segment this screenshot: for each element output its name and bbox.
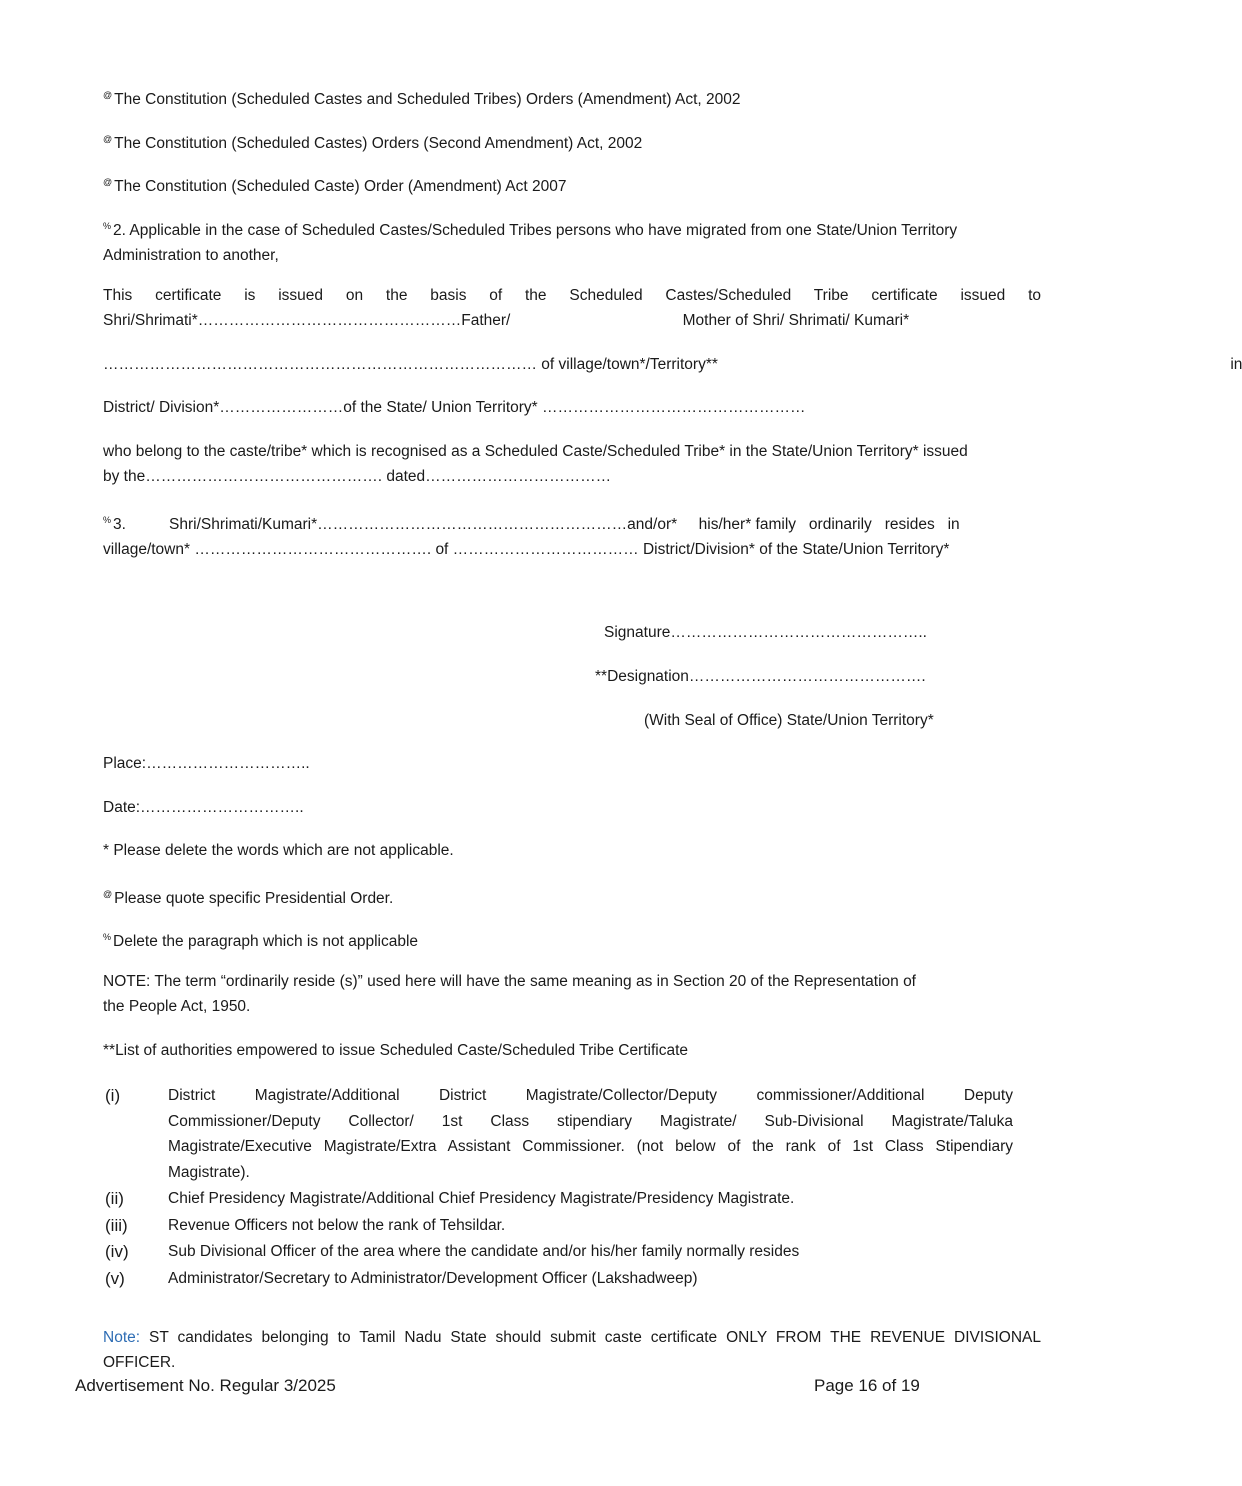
final-note-line-1: Note: ST candidates belonging to Tamil Nadu State should submit caste certificate ONLY FROM THE REVENUE DIVISIONAL	[103, 1329, 1041, 1346]
authorities-heading: **List of authorities empowered to issue Scheduled Caste/Scheduled Tribe Certificate	[103, 1042, 689, 1059]
list-number: (v)	[105, 1268, 125, 1288]
list-number: (i)	[105, 1086, 121, 1105]
caste-recognition	[103, 439, 1041, 489]
certificate-basis	[103, 283, 1041, 333]
percent-marker: %	[103, 221, 112, 231]
act-text: The Constitution (Scheduled Caste) Order (Amendment) Act 2007	[114, 178, 567, 195]
list-text: Chief Presidency Magistrate/Additional Chief Presidency Magistrate/Presidency Magistrate.	[168, 1190, 795, 1207]
list-item	[103, 1239, 1013, 1265]
seal-line: (With Seal of Office) State/Union Territory*	[644, 712, 934, 729]
place-line: Place:…………………………..	[103, 755, 310, 772]
certificate-basis-line-1: This certificate is issued on the basis of the Scheduled Castes/Scheduled Tribe certificate issued to	[103, 287, 1041, 304]
signature-line: Signature…………………………………………..	[604, 624, 927, 641]
note-quote-order: @ Please quote specific Presidential Order.	[103, 889, 394, 907]
note-ordinarily-reside: NOTE: The term “ordinarily reside (s)” used here will have the same meaning as in Section 20 of the Representation of the People Act, 1950.	[103, 973, 916, 1015]
percent-marker: %	[103, 515, 112, 525]
act-line-3	[103, 170, 1041, 199]
list-text: District Magistrate/Additional District Magistrate/Collector/Deputy commissioner/Additional Deputy Commissioner/Deputy Collector/ 1st Class stipendiary Magistrate/ Sub-Divisional Magistrate/Taluka Magistrate/Executive Magistrate/Extra Assistant Commissioner. (not below of the rank of 1st Class Stipendiary Magistrate).	[168, 1087, 1013, 1181]
at-marker: @	[103, 177, 113, 187]
act-line-2	[103, 127, 1041, 156]
paragraph-3-line-2: village/town* ………………………………………. of ……………………………… District/Division* of the State/Union Territory*	[103, 541, 950, 558]
final-note	[103, 1325, 1041, 1375]
percent-marker: %	[103, 932, 112, 942]
list-item	[103, 1213, 1013, 1239]
paragraph-3-line-1: % 3. Shri/Shrimati/Kumari*……………………………………………………and/or* his/her* family ordinarily resides in	[103, 515, 960, 533]
certificate-basis-line-4: District/ Division*……………………of the State/ Union Territory* ……………………………………………	[103, 399, 806, 416]
final-note-line-2: OFFICER.	[103, 1354, 176, 1371]
caste-recognition-line-1: who belong to the caste/tribe* which is recognised as a Scheduled Caste/Scheduled Tribe* in the State/Union Territory* issued	[103, 443, 968, 460]
footer-advertisement: Advertisement No. Regular 3/2025	[75, 1376, 336, 1395]
date-line: Date:…………………………..	[103, 799, 304, 816]
caste-recognition-line-2: by the………………………………………. dated………………………………	[103, 468, 612, 485]
authorities-list	[103, 1083, 1013, 1291]
designation-line: **Designation……………………………………….	[595, 668, 926, 685]
list-text: Sub Divisional Officer of the area where the candidate and/or his/her family normally resides	[168, 1243, 800, 1260]
paragraph-3	[103, 508, 1041, 562]
list-text: Administrator/Secretary to Administrator/Development Officer (Lakshadweep)	[168, 1269, 698, 1287]
act-text: The Constitution (Scheduled Castes and Scheduled Tribes) Orders (Amendment) Act, 2002	[114, 91, 741, 108]
list-number: (ii)	[105, 1189, 124, 1208]
at-marker: @	[103, 889, 113, 899]
act-text: The Constitution (Scheduled Castes) Orders (Second Amendment) Act, 2002	[114, 135, 643, 152]
certificate-basis-line-2: Shri/Shrimati*……………………………………………Father/ Mother of Shri/ Shrimati/ Kumari*	[103, 312, 910, 329]
list-item	[103, 1083, 1013, 1185]
act-line-1	[103, 83, 1041, 112]
paragraph-2-line-1: % 2. Applicable in the case of Scheduled Castes/Scheduled Tribes persons who have migrated from one State/Union Territory	[103, 221, 958, 239]
footer-page-number: Page 16 of 19	[814, 1376, 920, 1395]
at-marker: @	[103, 90, 113, 100]
note-delete-words: * Please delete the words which are not applicable.	[103, 842, 454, 859]
note-delete-paragraph: % Delete the paragraph which is not applicable	[103, 932, 419, 950]
list-item	[103, 1266, 1013, 1292]
list-item	[103, 1186, 1013, 1212]
note-label: Note:	[103, 1329, 141, 1346]
at-marker: @	[103, 134, 113, 144]
certificate-basis-line-3: ………………………………………………………………………… of village/town*/Territory** in	[103, 356, 1242, 373]
paragraph-2	[103, 214, 1041, 268]
list-text: Revenue Officers not below the rank of Tehsildar.	[168, 1216, 506, 1234]
paragraph-2-line-2: Administration to another,	[103, 247, 279, 264]
list-number: (iii)	[105, 1215, 128, 1235]
list-number: (iv)	[105, 1242, 129, 1261]
